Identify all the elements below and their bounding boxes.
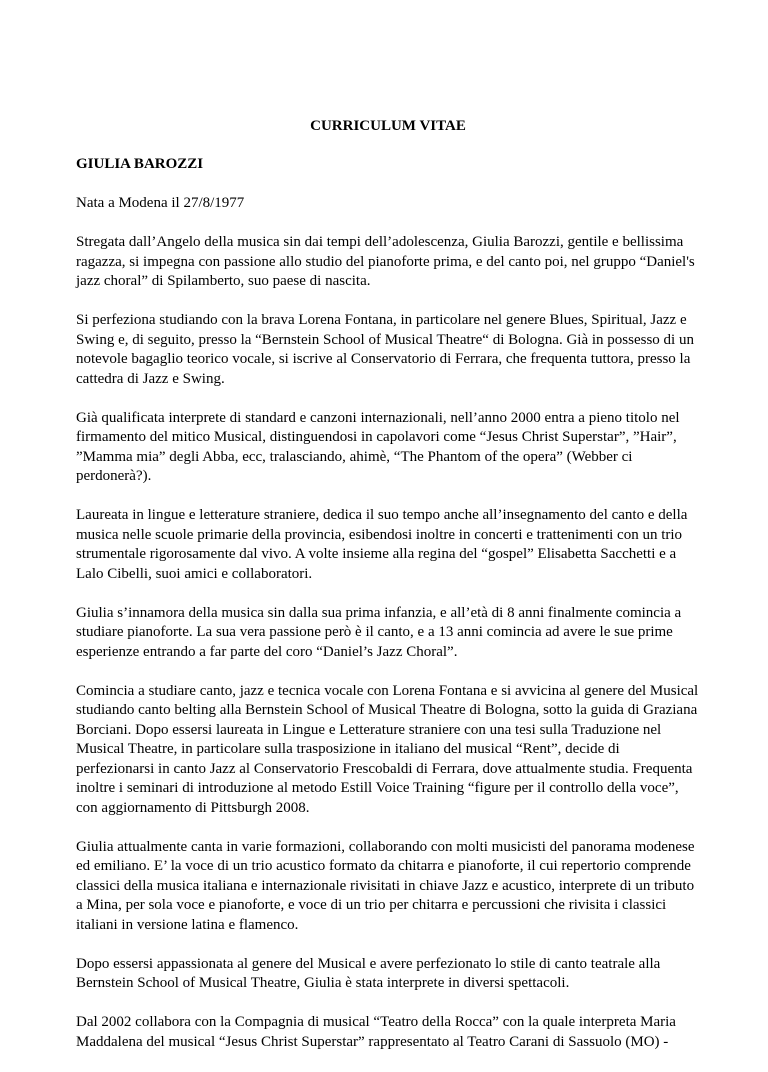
paragraph: Dal 2002 collabora con la Compagnia di musical “Teatro della Rocca” con la quale interpreta Maria Maddalena del musical “Jesus Christ Superstar” rappresentato al Teatro Carani di Sassuolo (MO) - xyxy=(76,1014,676,1050)
paragraph: Comincia a studiare canto, jazz e tecnica vocale con Lorena Fontana e si avvicina al genere del Musical studiando canto belting alla Bernstein School of Musical Theatre di Bologna, sotto la guida di Graziana Borciani. Dopo essersi laureata in Lingue e Letterature straniere con una tesi sulla Traduzione nel Musical Theatre, in particolare sulla trasposizione in italiano del musical “Rent”, decide di perfezionarsi in canto Jazz al Conservatorio Frescobaldi di Ferrara, dove attualmente studia. Frequenta inoltre i seminari di introduzione al metodo Estill Voice Training “figure per il controllo della voce”, con aggiornamento di Pittsburgh 2008. xyxy=(76,682,699,816)
paragraph: Giulia attualmente canta in varie formazioni, collaborando con molti musicisti del panorama modenese ed emiliano. E’ la voce di un trio acustico formato da chitarra e pianoforte, il cui repertorio comprende classici della musica italiana e internazionale rivisitati in chiave Jazz e acustico, interprete di un tributo a Mina, per sola voce e pianoforte, e voce di un trio per chitarra e percussioni che rivisita i classici italiani in versione latina e flamenco. xyxy=(76,838,695,933)
document-title: CURRICULUM VITAE xyxy=(310,118,466,134)
birth-info: Nata a Modena il 27/8/1977 xyxy=(76,195,245,211)
paragraph: Si perfeziona studiando con la brava Lorena Fontana, in particolare nel genere Blues, Spiritual, Jazz e Swing e, di seguito, presso la “Bernstein School of Musical Theatre“ di Bologna. Già in possesso di un notevole bagaglio teorico vocale, si iscrive al Conservatorio di Ferrara, che frequenta tuttora, presso la cattedra di Jazz e Swing. xyxy=(76,312,694,387)
person-name: GIULIA BAROZZI xyxy=(76,156,204,172)
paragraph: Dopo essersi appassionata al genere del Musical e avere perfezionato lo stile di canto teatrale alla Bernstein School of Musical Theatre, Giulia è stata interprete in diversi spettacoli. xyxy=(76,955,661,991)
paragraph: Stregata dall’Angelo della musica sin dai tempi dell’adolescenza, Giulia Barozzi, gentile e bellissima ragazza, si impegna con passione allo studio del pianoforte prima, e del canto poi, nel gruppo “Daniel's jazz choral” di Spilamberto, suo paese di nascita. xyxy=(76,234,695,289)
paragraph: Giulia s’innamora della musica sin dalla sua prima infanzia, e all’età di 8 anni finalmente comincia a studiare pianoforte. La sua vera passione però è il canto, e a 13 anni comincia ad avere le sue prime esperienze entrando a far parte del coro “Daniel’s Jazz Choral”. xyxy=(76,604,682,660)
paragraph: Già qualificata interprete di standard e canzoni internazionali, nell’anno 2000 entra a pieno titolo nel firmamento del mitico Musical, distinguendosi in capolavori come “Jesus Christ Superstar”, ”Hair”, ”Mamma mia” degli Abba, ecc, tralasciando, ahimè, “The Phantom of the opera” (Webber ci perdonerà?). xyxy=(76,409,680,484)
document-body xyxy=(76,155,700,1072)
paragraph: Laureata in lingue e letterature straniere, dedica il suo tempo anche all’insegnamento del canto e della musica nelle scuole primarie della provincia, esibendosi inoltre in concerti e trattenimenti con un trio strumentale rigorosamente dal vivo. A volte insieme alla regina del “gospel” Elisabetta Sacchetti e a Lalo Cibelli, suoi amici e collaboratori. xyxy=(76,507,688,582)
